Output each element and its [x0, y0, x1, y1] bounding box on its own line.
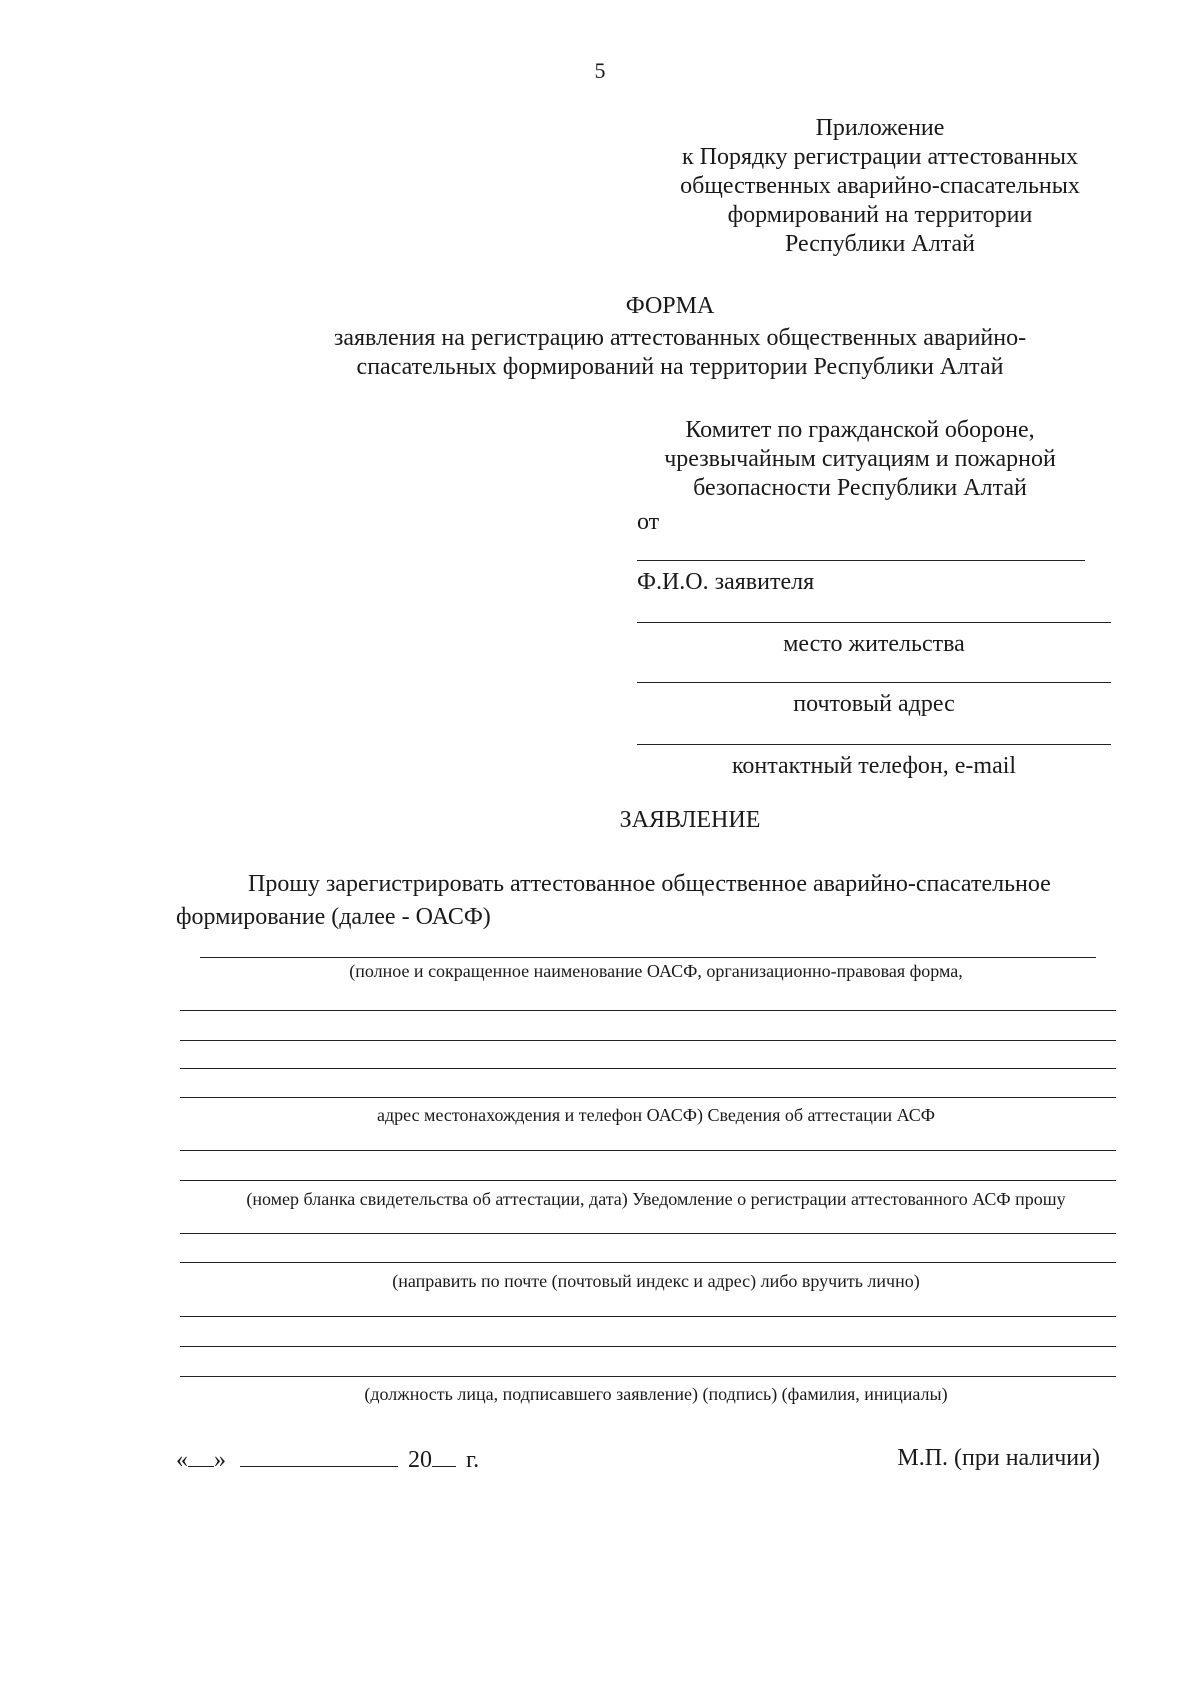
- recipient-line: чрезвычайным ситуациям и пожарной: [664, 446, 1056, 472]
- appendix-line: формирований на территории: [727, 202, 1033, 228]
- oasf-address-caption: адрес местонахождения и телефон ОАСФ) Сведения об аттестации АСФ: [376, 1105, 936, 1125]
- month-blank[interactable]: [240, 1444, 398, 1467]
- applicant-fio-caption: Ф.И.О. заявителя: [637, 569, 815, 595]
- quote-close: »: [214, 1447, 226, 1473]
- appendix-header: [640, 114, 1120, 259]
- appendix-line: общественных аварийно-спасательных: [680, 173, 1080, 199]
- oasf-name-line[interactable]: [200, 957, 1096, 958]
- signature-line-1[interactable]: [180, 1316, 1116, 1317]
- oasf-detail-line-3[interactable]: [180, 1068, 1116, 1069]
- oasf-name-caption: (полное и сокращенное наименование ОАСФ, организационно-правовая форма,: [349, 961, 963, 981]
- oasf-detail-line-1[interactable]: [180, 1010, 1116, 1011]
- recipient-block: [640, 416, 1080, 503]
- certificate-caption: (номер бланка свидетельства об аттестации, дата) Уведомление о регистрации аттестованного АСФ прошу: [246, 1189, 1066, 1209]
- from-label: от: [637, 509, 660, 535]
- signature-line-2[interactable]: [180, 1346, 1116, 1347]
- notification-line-2[interactable]: [180, 1262, 1116, 1263]
- recipient-line: Комитет по гражданской обороне,: [685, 417, 1035, 443]
- applicant-residence-caption: место жительства: [783, 631, 965, 657]
- form-subtitle-line: заявления на регистрацию аттестованных общественных аварийно-: [333, 325, 1027, 351]
- year-blank[interactable]: [432, 1444, 456, 1467]
- stamp-label: М.П. (при наличии): [897, 1445, 1100, 1471]
- applicant-contacts-caption: контактный телефон, e-mail: [731, 753, 1017, 779]
- quote-open: «: [176, 1447, 188, 1473]
- page-number: 5: [594, 58, 606, 83]
- attestation-line-2[interactable]: [180, 1180, 1116, 1181]
- attestation-line-1[interactable]: [180, 1150, 1116, 1151]
- form-subtitle: [280, 324, 1080, 382]
- statement-title: ЗАЯВЛЕНИЕ: [619, 807, 761, 833]
- day-blank[interactable]: [188, 1444, 214, 1467]
- appendix-line: Приложение: [815, 115, 945, 141]
- year-suffix: г.: [466, 1447, 480, 1473]
- form-title: ФОРМА: [625, 293, 715, 319]
- notification-line-1[interactable]: [180, 1233, 1116, 1234]
- oasf-detail-line-2[interactable]: [180, 1040, 1116, 1041]
- applicant-fio-line[interactable]: [637, 560, 1085, 561]
- signature-caption: (должность лица, подписавшего заявление) (подпись) (фамилия, инициалы): [364, 1384, 948, 1404]
- year-prefix: 20: [408, 1447, 432, 1473]
- recipient-line: безопасности Республики Алтай: [693, 475, 1027, 501]
- form-subtitle-line: спасательных формирований на территории Республики Алтай: [356, 354, 1004, 380]
- delivery-caption: (направить по почте (почтовый индекс и адрес) либо вручить лично): [392, 1271, 920, 1291]
- appendix-line: Республики Алтай: [785, 231, 975, 257]
- statement-text: Прошу зарегистрировать аттестованное общественное аварийно-спасательное формирование (далее - ОАСФ): [176, 871, 1051, 930]
- appendix-line: к Порядку регистрации аттестованных: [681, 144, 1079, 170]
- applicant-postal-caption: почтовый адрес: [793, 691, 955, 717]
- applicant-postal-line[interactable]: [637, 682, 1111, 683]
- signature-line-3[interactable]: [180, 1376, 1116, 1377]
- applicant-residence-line[interactable]: [637, 622, 1111, 623]
- date-field: [176, 1444, 479, 1475]
- applicant-contacts-line[interactable]: [637, 744, 1111, 745]
- oasf-detail-line-4[interactable]: [180, 1097, 1116, 1098]
